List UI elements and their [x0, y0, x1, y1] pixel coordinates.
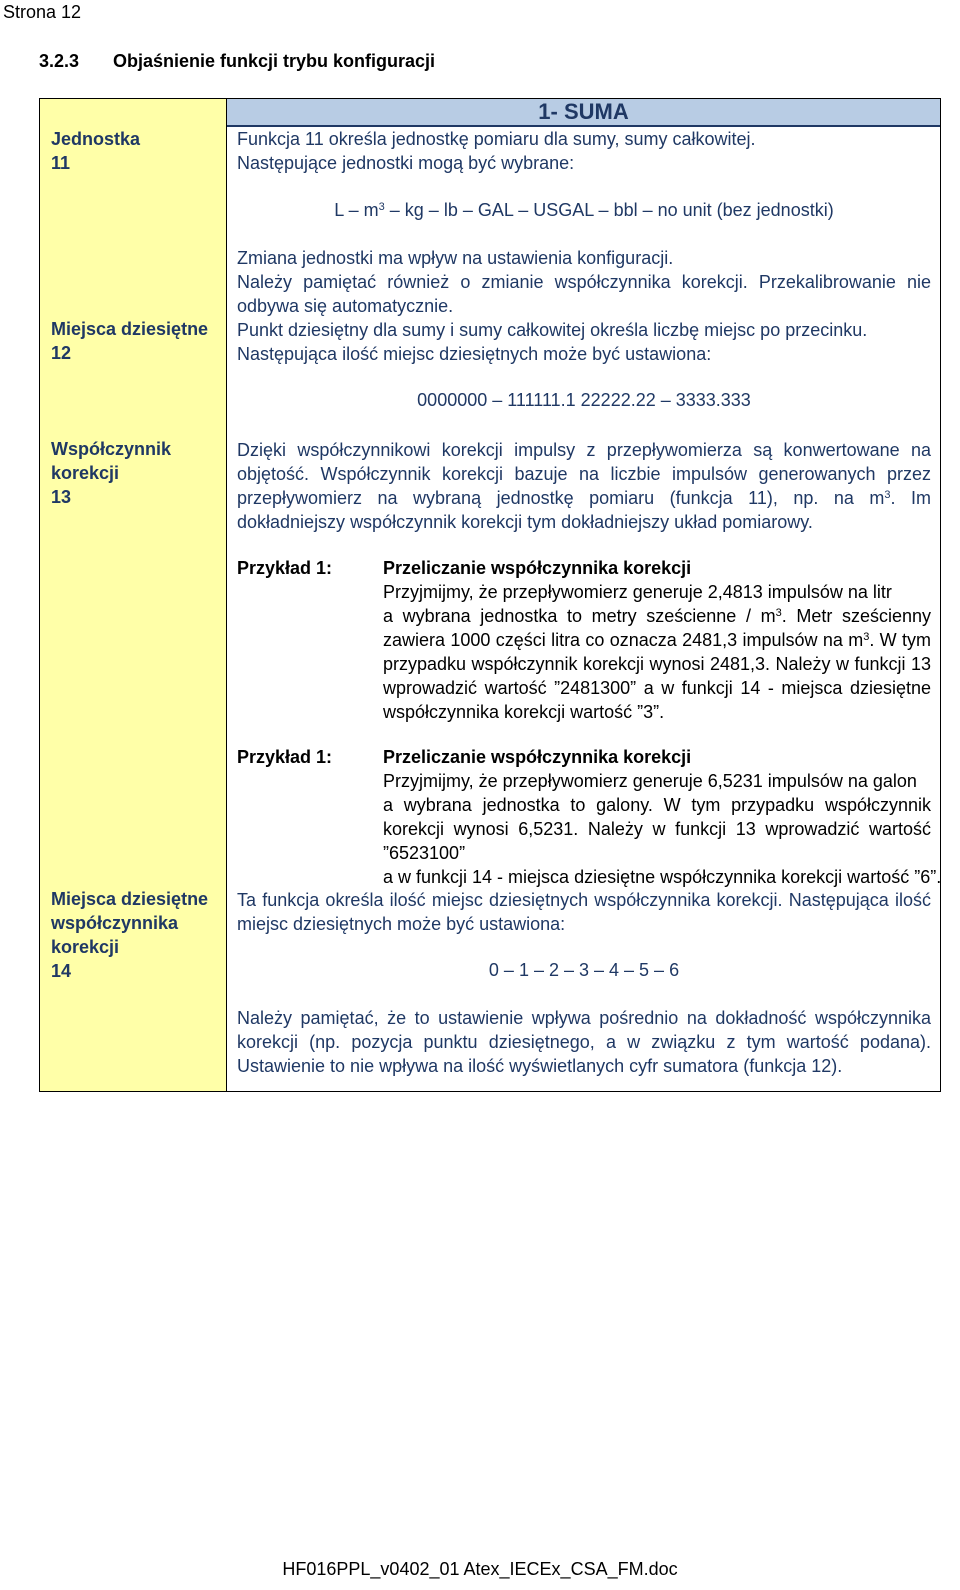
- example-1-text: [383, 604, 931, 724]
- label-f13-number: 13: [51, 487, 72, 507]
- example-2-line-1: Przyjmijmy, że przepływomierz generuje 6,5231 impulsów na galon: [383, 771, 917, 791]
- label-function-11: [51, 127, 140, 175]
- label-f11-number: 11: [51, 153, 71, 173]
- page-footer: HF016PPL_v0402_01 Atex_IECEx_CSA_FM.doc: [282, 1559, 678, 1579]
- example-1-sup-1: 3: [775, 607, 782, 619]
- f11-units-end: – kg – lb – GAL – USGAL – bbl – no unit (bez jednostki): [384, 200, 834, 220]
- example-1-line-1: Przyjmijmy, że przepływomierz generuje 2,4813 impulsów na litr: [383, 582, 892, 602]
- f11-description: [237, 127, 931, 175]
- label-function-13: [51, 437, 171, 509]
- label-f14-number: 14: [51, 961, 72, 981]
- table-header: [227, 99, 940, 127]
- f11-line-2: Następujące jednostki mogą być wybrane:: [237, 153, 575, 173]
- example-2-last-line: a w funkcji 14 - miejsca dziesiętne współczynnika korekcji wartość ”6”.: [383, 867, 942, 887]
- f12-options: 0000000 – 111111.1 22222.22 – 3333.333: [417, 390, 751, 410]
- f13-description: [237, 438, 931, 534]
- f11-units-sup: 3: [378, 201, 385, 213]
- f11-note-2: Należy pamiętać również o zmianie współczynnika korekcji. Przekalibrowanie nie odbywa się automatycznie.: [237, 272, 931, 316]
- label-f11-name: Jednostka: [51, 129, 141, 149]
- label-f13-name-2: korekcji: [51, 463, 120, 483]
- example-1-title: Przeliczanie współczynnika korekcji: [383, 558, 692, 578]
- example-1-body: [383, 556, 931, 724]
- f12-line-2: Następująca ilość miejsc dziesiętnych może być ustawiona:: [237, 344, 712, 364]
- f11-note-1: Zmiana jednostki ma wpływ na ustawienia konfiguracji.: [237, 248, 674, 268]
- f14-options: 0 – 1 – 2 – 3 – 4 – 5 – 6: [488, 960, 680, 980]
- f13-text-1: Dzięki współczynnikowi korekcji impulsy z przepływomierza są konwertowane na objętość. Współczynnik korekcji bazuje na liczbie impulsów generowanych przez przepływomierz na wybraną jednostkę pomiaru (funkcja 11), np. na m: [237, 440, 931, 508]
- example-2-label: Przykład 1:: [237, 747, 333, 767]
- f14-note: Należy pamiętać, że to ustawienie wpływa pośrednio na dokładność współczynnika korekcji (np. pozycja punktu dziesiętnego, a w związku z tym wartość podana). Ustawienie to nie wpływa na ilość wyświetlanych cyfr sumatora (funkcja 12).: [237, 1008, 931, 1076]
- f11-note: [237, 246, 931, 318]
- page-header: Strona 12: [3, 2, 82, 22]
- f12-description: [237, 318, 931, 366]
- f11-units-start: L – m: [334, 200, 379, 220]
- f12-line-1: Punkt dziesiętny dla sumy i sumy całkowitej określa liczbę miejsc po przecinku.: [237, 320, 868, 340]
- example-1-text-c: . W tym przypadku współczynnik korekcji wynosi 2481,3. Należy w funkcji 13 wprowadzić wartość ”2481300” a w funkcji 14 - miejsca dziesiętne współczynnika korekcji wartość ”3”.: [383, 630, 931, 722]
- f11-line-1: Funkcja 11 określa jednostkę pomiaru dla sumy, sumy całkowitej.: [237, 129, 756, 149]
- section-title-text: Objaśnienie funkcji trybu konfiguracji: [113, 51, 436, 71]
- label-f12-number: 12: [51, 343, 72, 363]
- f11-unit-list: [237, 198, 931, 222]
- example-2-title: Przeliczanie współczynnika korekcji: [383, 747, 692, 767]
- label-f13-name-1: Współczynnik: [51, 439, 172, 459]
- f13-sup: 3: [884, 489, 891, 501]
- label-f14-name-3: korekcji: [51, 937, 120, 957]
- example-2-body: [383, 745, 942, 889]
- table-header-title: 1- SUMA: [538, 99, 629, 124]
- label-f14-name-2: współczynnika: [51, 913, 179, 933]
- example-2-text: a wybrana jednostka to galony. W tym przypadku współczynnik korekcji wynosi 6,5231. Należy w funkcji 13 wprowadzić wartość ”6523100”: [383, 795, 931, 863]
- label-f14-name-1: Miejsca dziesiętne: [51, 889, 209, 909]
- example-1-text-b: . Metr sześcienny zawiera 1000 części litra co oznacza 2481,3 impulsów na m: [383, 606, 932, 650]
- label-function-14: [51, 887, 208, 983]
- function-table: [39, 98, 941, 1092]
- example-1-label: Przykład 1:: [237, 558, 333, 578]
- label-function-12: [51, 317, 208, 365]
- f14-description: Ta funkcja określa ilość miejsc dziesiętnych współczynnika korekcji. Następująca ilość miejsc dziesiętnych może być ustawiona:: [237, 890, 931, 934]
- label-f12-name: Miejsca dziesiętne: [51, 319, 209, 339]
- example-1-text-a: a wybrana jednostka to metry sześcienne / m: [383, 606, 776, 626]
- f13-text-2: . Im dokładniejszy współczynnik korekcji tym dokładniejszy układ pomiarowy.: [237, 488, 931, 532]
- section-number: 3.2.3: [39, 51, 80, 71]
- section-title: [39, 49, 435, 73]
- example-1-sup-2: 3: [863, 631, 870, 643]
